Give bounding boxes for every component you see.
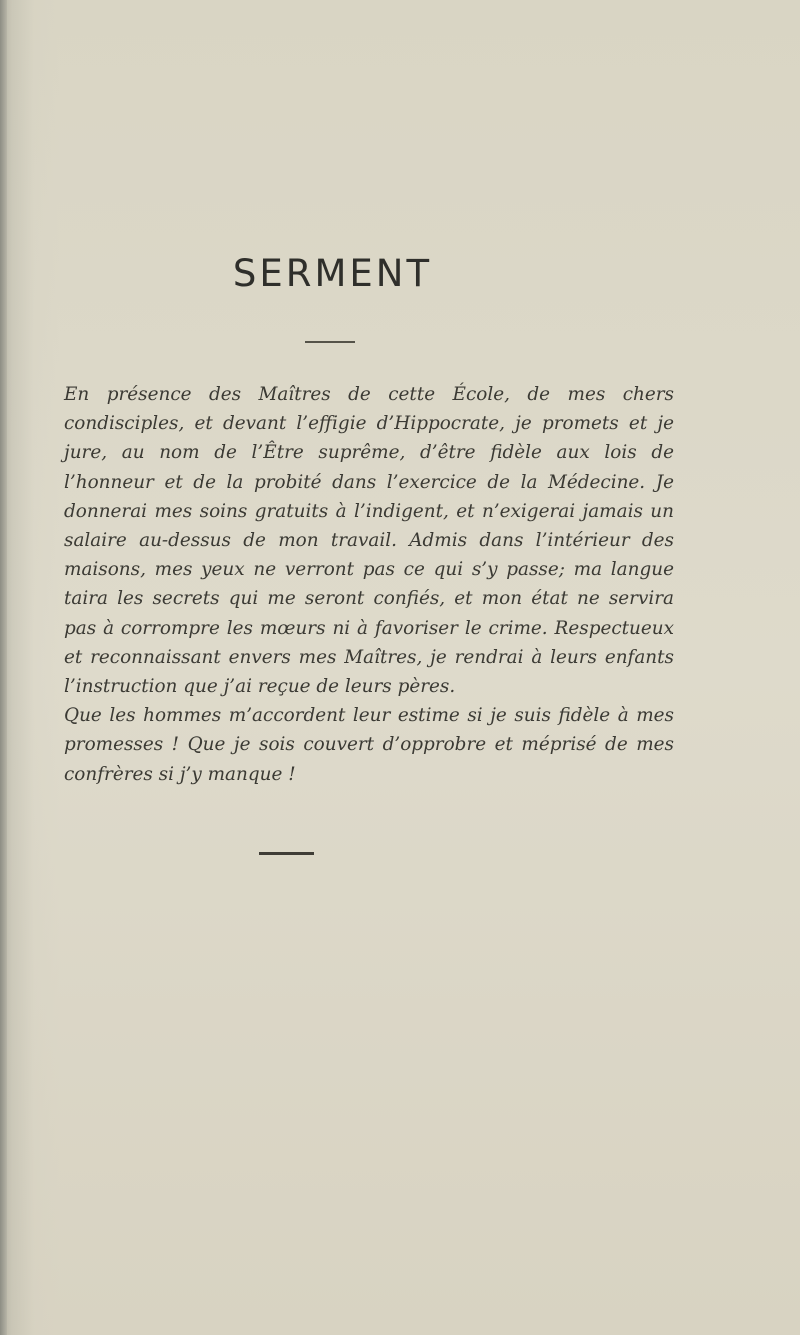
oath-paragraph-main: En présence des Maîtres de cette École, de mes chers condisciples, et devant l’effigie d’Hippocrate, je promets et je jure, au nom de l’Être suprême, d’être fidèle aux lois de l’honneur et de la probité dans l’exercice de la Médecine. Je donnerai mes soins gratuits à l’indigent, et n’exigerai jamais un salaire au-dessus de mon travail. Admis dans l’intérieur des maisons, mes yeux ne verront pas ce qui s’y passe; ma langue taira les secrets qui me seront confiés, et mon état ne servira pas à corrompre les mœurs ni à favoriser le crime. Respectueux et reconnaissant envers mes Maîtres, je rendrai à leurs enfants l’instruction que j’ai reçue de leurs pères. bbox=[64, 384, 674, 698]
oath-text bbox=[64, 380, 674, 789]
closing-divider bbox=[259, 852, 314, 855]
page-spine-shadow bbox=[0, 0, 7, 1335]
oath-paragraph-closing: Que les hommes m’accordent leur estime si je suis fidèle à mes promesses ! Que je sois couvert d’opprobre et méprisé de mes confrères si j’y manque ! bbox=[64, 705, 674, 785]
page-title: SERMENT bbox=[232, 252, 433, 295]
title-divider bbox=[305, 341, 355, 343]
